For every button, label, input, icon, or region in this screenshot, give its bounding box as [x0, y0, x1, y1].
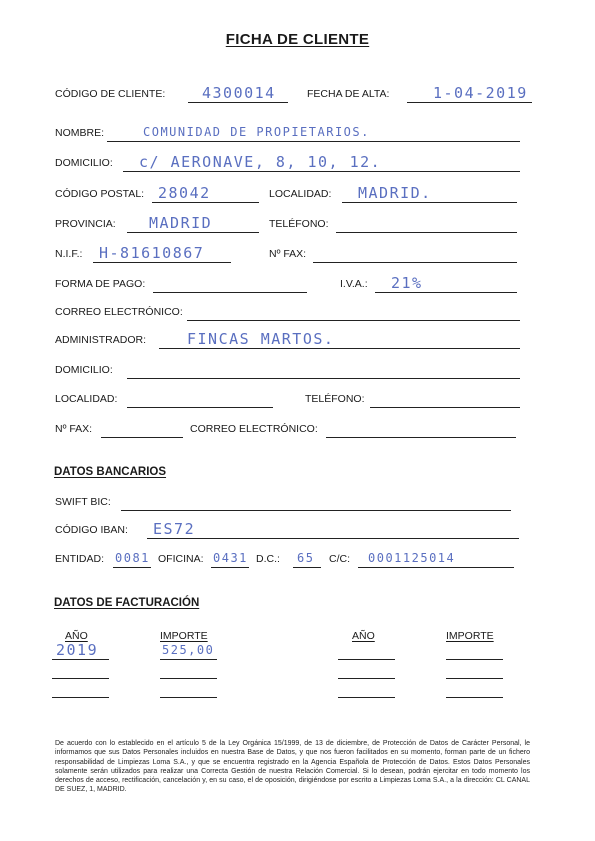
iban-value: ES72	[153, 520, 196, 538]
codigo-postal-field[interactable]	[152, 184, 259, 203]
privacy-notice: De acuerdo con lo establecido en el artículo 5 de la Ley Orgánica 15/1999, de 13 de diciembre, de Protección de Datos de Carácter Personal, le informamos que sus Datos Personales incluidos en nuestra Base de Datos, y que nos fueron facilitados en su momento, forman parte de un fichero responsabilidad de Limpiezas Loma S.A., y que se encuentra registrado en la Agencia Española de Protección de Datos. Estos Datos Personales solamente serán utilizados para realizar una Correcta Gestión de nuestra Relación Comercial. Si lo desean, podrán ejercitar en todo momento los derechos de acceso, rectificación, cancelación y, en su caso, el de oposición, dirigiéndose por escrito a Limpiezas Loma S.A., a la dirección: CL CANAL DE SUEZ, 1, MADRID.	[55, 740, 530, 794]
domicilio-label: DOMICILIO:	[55, 157, 113, 169]
datos-facturacion-heading: DATOS DE FACTURACIÓN	[54, 597, 200, 609]
fax-label: Nº FAX:	[269, 248, 307, 260]
cc-label: C/C:	[329, 553, 350, 565]
adm-telefono-label: TELÉFONO:	[305, 393, 365, 405]
row-forma-pago	[55, 274, 525, 294]
iva-label: I.V.A.:	[340, 278, 368, 290]
importe-header-1: IMPORTE	[160, 630, 208, 642]
page-title: FICHA DE CLIENTE	[225, 31, 370, 48]
iva-value: 21%	[391, 274, 423, 292]
nombre-value: COMUNIDAD DE PROPIETARIOS.	[143, 125, 370, 139]
telefono-field[interactable]	[336, 218, 517, 233]
row-adm-localidad	[55, 393, 525, 409]
row-nombre	[55, 127, 525, 143]
billing-importe-1-value: 525,00	[162, 643, 215, 657]
forma-pago-field[interactable]	[153, 278, 307, 293]
row-codigo	[55, 84, 535, 104]
fecha-alta-value: 1-04-2019	[433, 84, 528, 102]
forma-pago-label: FORMA DE PAGO:	[55, 278, 146, 290]
anio-header-1: AÑO	[65, 630, 88, 642]
entidad-label: ENTIDAD:	[55, 553, 105, 565]
nif-value: H-81610867	[99, 244, 205, 262]
codigo-cliente-field[interactable]	[188, 84, 288, 103]
domicilio-value: c/ AERONAVE, 8, 10, 12.	[139, 153, 382, 171]
cc-value: 0001125014	[368, 551, 456, 565]
row-iban	[55, 520, 525, 540]
row-cuenta	[55, 553, 525, 569]
row-swift	[55, 496, 525, 512]
fecha-alta-label: FECHA DE ALTA:	[307, 88, 390, 100]
adm-correo-field[interactable]	[326, 423, 516, 438]
nombre-label: NOMBRE:	[55, 127, 105, 139]
codigo-postal-value: 28042	[158, 184, 211, 202]
billing-anio-2[interactable]	[52, 664, 109, 679]
adm-domicilio-field[interactable]	[127, 364, 520, 379]
iva-field[interactable]	[375, 274, 517, 293]
adm-localidad-field[interactable]	[127, 393, 273, 408]
cc-field[interactable]	[358, 553, 514, 568]
row-domicilio	[55, 153, 525, 173]
fecha-alta-field[interactable]	[407, 84, 532, 103]
dc-label: D.C.:	[256, 553, 280, 565]
iban-label: CÓDIGO IBAN:	[55, 524, 128, 536]
billing-anio-1[interactable]	[52, 641, 109, 660]
adm-fax-field[interactable]	[101, 423, 183, 438]
importe-header-2: IMPORTE	[446, 630, 494, 642]
nif-label: N.I.F.:	[55, 248, 83, 260]
provincia-value: MADRID	[149, 214, 213, 232]
oficina-label: OFICINA:	[158, 553, 204, 565]
localidad-field[interactable]	[342, 184, 517, 203]
fax-field[interactable]	[313, 248, 517, 263]
domicilio-field[interactable]	[123, 153, 520, 172]
row-administrador	[55, 330, 525, 350]
billing-anio-6[interactable]	[338, 683, 395, 698]
row-adm-fax	[55, 423, 525, 439]
row-nif	[55, 244, 525, 264]
billing-anio-1-value: 2019	[56, 641, 99, 659]
row-cp	[55, 184, 525, 204]
correo-label: CORREO ELECTRÓNICO:	[55, 306, 183, 318]
nombre-field[interactable]	[107, 127, 520, 142]
administrador-label: ADMINISTRADOR:	[55, 334, 147, 346]
administrador-value: FINCAS MARTOS.	[187, 330, 335, 348]
oficina-field[interactable]	[211, 553, 249, 568]
row-adm-domicilio	[55, 364, 525, 380]
adm-domicilio-label: DOMICILIO:	[55, 364, 113, 376]
provincia-field[interactable]	[127, 214, 259, 233]
iban-field[interactable]	[147, 520, 519, 539]
row-correo	[55, 306, 525, 322]
entidad-field[interactable]	[113, 553, 151, 568]
correo-field[interactable]	[187, 306, 520, 321]
oficina-value: 0431	[213, 551, 248, 565]
billing-anio-4[interactable]	[338, 645, 395, 660]
entidad-value: 0081	[115, 551, 150, 565]
codigo-cliente-value: 4300014	[202, 84, 276, 102]
dc-value: 65	[297, 551, 315, 565]
billing-importe-2[interactable]	[160, 664, 217, 679]
telefono-label: TELÉFONO:	[269, 218, 329, 230]
adm-telefono-field[interactable]	[370, 393, 520, 408]
billing-importe-5[interactable]	[446, 664, 503, 679]
adm-fax-label: Nº FAX:	[55, 423, 93, 435]
billing-importe-4[interactable]	[446, 645, 503, 660]
provincia-label: PROVINCIA:	[55, 218, 116, 230]
billing-anio-3[interactable]	[52, 683, 109, 698]
row-provincia	[55, 214, 525, 234]
adm-correo-label: CORREO ELECTRÓNICO:	[190, 423, 318, 435]
billing-importe-3[interactable]	[160, 683, 217, 698]
localidad-value: MADRID.	[358, 184, 432, 202]
adm-localidad-label: LOCALIDAD:	[55, 393, 118, 405]
datos-bancarios-heading: DATOS BANCARIOS	[54, 466, 167, 478]
nif-field[interactable]	[93, 244, 231, 263]
billing-anio-5[interactable]	[338, 664, 395, 679]
codigo-cliente-label: CÓDIGO DE CLIENTE:	[55, 88, 166, 100]
billing-importe-6[interactable]	[446, 683, 503, 698]
billing-importe-1[interactable]	[160, 645, 217, 660]
anio-header-2: AÑO	[352, 630, 375, 642]
swift-label: SWIFT BIC:	[55, 496, 111, 508]
codigo-postal-label: CÓDIGO POSTAL:	[55, 188, 145, 200]
administrador-field[interactable]	[159, 330, 520, 349]
swift-field[interactable]	[121, 496, 511, 511]
localidad-label: LOCALIDAD:	[269, 188, 332, 200]
dc-field[interactable]	[293, 553, 321, 568]
